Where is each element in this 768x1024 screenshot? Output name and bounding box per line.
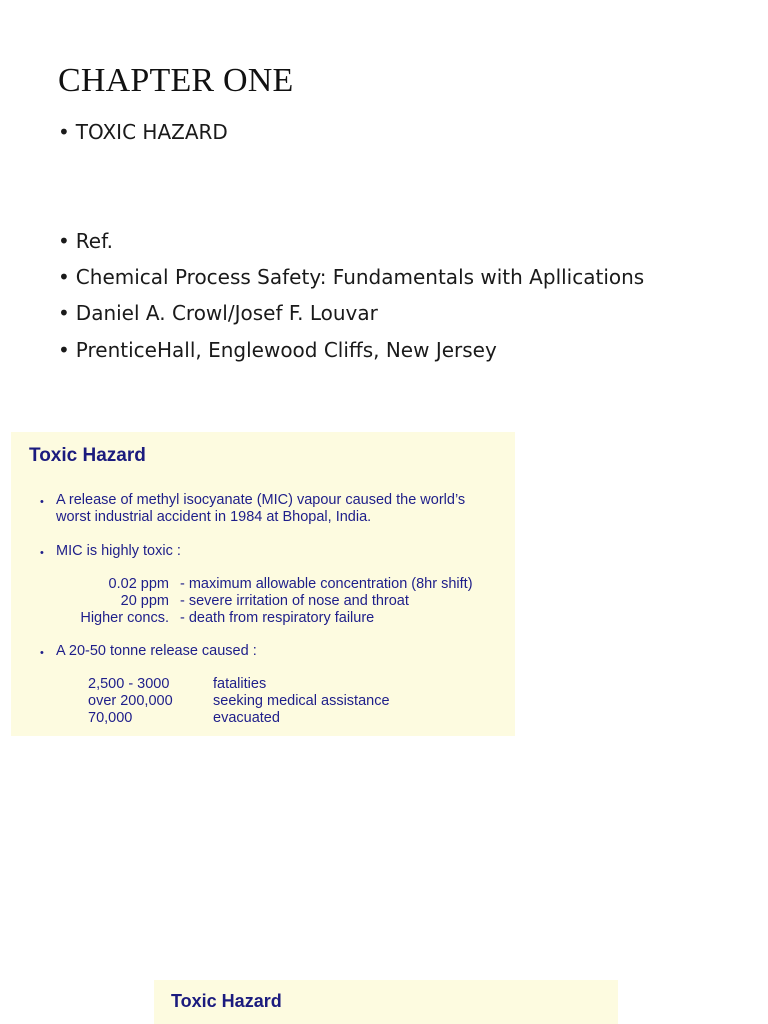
slide-bullet-glyph: • — [40, 496, 44, 508]
publisher: PrenticeHall, Englewood Cliffs, New Jersey — [75, 338, 497, 362]
toxicity-intro: MIC is highly toxic : — [56, 543, 181, 559]
topic-text: TOXIC HAZARD — [75, 120, 228, 144]
slide-title: Toxic Hazard — [29, 445, 146, 466]
publisher-bullet — [58, 338, 497, 362]
bullet-glyph: • — [58, 120, 70, 144]
reference-label-bullet — [58, 229, 113, 253]
bullet-glyph: • — [58, 301, 70, 325]
book-title: Chemical Process Safety: Fundamentals with Apllications — [75, 265, 645, 289]
topic-bullet — [58, 120, 228, 144]
slide-title: Toxic Hazard — [171, 991, 282, 1011]
toxicity-effect: - severe irritation of nose and throat — [180, 593, 409, 609]
bullet-glyph: • — [58, 265, 70, 289]
impact-outcome: seeking medical assistance — [213, 693, 390, 709]
slide-bullet-glyph: • — [40, 547, 44, 559]
toxicity-level: 0.02 ppm — [108, 576, 169, 592]
chapter-title: CHAPTER ONE — [58, 62, 294, 99]
impact-count: 70,000 — [88, 710, 133, 726]
release-intro: A 20-50 tonne release caused : — [56, 643, 257, 659]
impact-count: over 200,000 — [88, 693, 173, 709]
bullet-glyph: • — [58, 229, 70, 253]
authors-bullet — [58, 301, 378, 325]
slide-bullet-glyph: • — [40, 647, 44, 659]
impact-outcome: evacuated — [213, 710, 280, 726]
book-title-bullet — [58, 265, 644, 289]
impact-outcome: fatalities — [213, 676, 267, 692]
toxicity-level: 20 ppm — [120, 593, 169, 609]
bhopal-text-line-1: A release of methyl isocyanate (MIC) vapour caused the world’s — [56, 492, 466, 508]
bullet-glyph: • — [58, 338, 70, 362]
toxic-hazard-slide — [11, 432, 515, 736]
reference-label: Ref. — [75, 229, 114, 253]
authors: Daniel A. Crowl/Josef F. Louvar — [75, 301, 378, 325]
toxicity-effect: - maximum allowable concentration (8hr shift) — [180, 576, 473, 592]
toxic-hazard-slide-2 — [154, 980, 618, 1024]
bhopal-text-line-2: worst industrial accident in 1984 at Bhopal, India. — [56, 509, 372, 525]
toxicity-level: Higher concs. — [80, 610, 169, 626]
impact-count: 2,500 - 3000 — [88, 676, 170, 692]
toxicity-effect: - death from respiratory failure — [180, 610, 375, 626]
